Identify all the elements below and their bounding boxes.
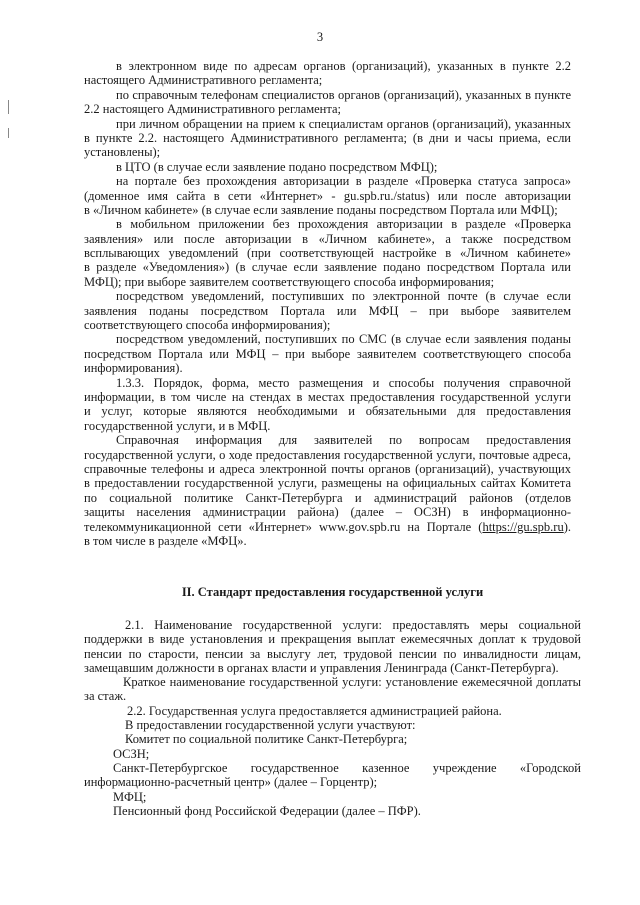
text-line: Комитет по социальной политике Санкт-Петербурга; [125, 732, 408, 747]
text-line: государственной услуги, о ходе предоставления государственной услуги, почтовые адреса, [84, 447, 571, 462]
text-line: 2.1. Наименование государственной услуги: предоставлять меры социальной [125, 618, 581, 632]
page-number: 3 [316, 30, 324, 44]
paragraph [84, 332, 571, 375]
text-line: посредством уведомлений, поступивших по электронной почте (в случае если [116, 289, 571, 304]
paragraph [84, 289, 571, 332]
paragraph [84, 747, 581, 761]
text-line: Справочная информация для заявителей по вопросам предоставления [116, 433, 571, 448]
text-line: Пенсионный фонд Российской Федерации (далее – ПФР). [113, 803, 421, 818]
text-line: всплывающих уведомлений (при соответствующей настройке в «Личном кабинете» [84, 246, 571, 261]
text-line: установлены); [84, 145, 161, 160]
paragraph [84, 675, 581, 704]
text-line: защиты населения администрации района) (далее – ОСЗН) в информационно- [84, 505, 571, 520]
text-line: посредством Портала или МФЦ – при выборе заявителем соответствующего способа [84, 346, 571, 361]
text-line: информирования). [84, 361, 183, 376]
text-line: в «Личном кабинете» (в случае если заявление поданы посредством Портала или МФЦ); [84, 202, 558, 217]
paragraph [84, 174, 571, 217]
text-line: в разделе «Уведомления») (в случае если заявление подано посредством Портала или [84, 260, 571, 275]
text-line: за стаж. [84, 689, 127, 704]
text-line: при личном обращении на прием к специалистам органов (организаций), указанных [116, 116, 571, 131]
text-line: в предоставлении государственной услуги, размещены на официальных сайтах Комитета [84, 476, 571, 491]
paragraph [84, 59, 571, 88]
text-line: в ЦТО (в случае если заявление подано посредством МФЦ); [116, 159, 438, 174]
text-line: замещавшим должности в органах власти и управления Ленинграда (Санкт-Петербурга). [84, 660, 559, 675]
text-line: посредством уведомлений, поступивших по СМС (в случае если заявления поданы [116, 332, 571, 347]
text-line: пенсии по старости, пенсии за выслугу лет, трудовой пенсии по инвалидности лицам, [84, 646, 581, 661]
paragraph [84, 718, 581, 732]
paragraph [84, 376, 571, 434]
text-line: информации, в том числе на стендах в местах предоставления государственной услуги [84, 389, 571, 404]
text-line: Санкт-Петербургское государственное казенное учреждение «Городской [113, 760, 581, 775]
text-line: государственной услуги, и в МФЦ. [84, 418, 271, 433]
text-line: по справочным телефонам специалистов органов (организаций), указанных в пункте [116, 87, 571, 102]
text-line: В предоставлении государственной услуги участвуют: [125, 718, 416, 733]
paragraph [84, 160, 571, 174]
text-line: на портале без прохождения авторизации в разделе «Проверка статуса запроса» [116, 174, 571, 189]
paragraph [84, 433, 571, 548]
paragraph [84, 618, 581, 675]
paragraph [84, 217, 571, 289]
text-line: и услуг, которые являются необходимыми и обязательными для предоставления [84, 404, 571, 419]
text-line: 2.2 настоящего Административного регламента; [84, 102, 342, 117]
text-line: соответствующего способа информирования); [84, 318, 331, 333]
paragraph [84, 790, 581, 804]
text-line: ОСЗН; [113, 746, 150, 761]
text-line: поддержки в виде установления и прекращения выплат ежемесячных доплат к трудовой [84, 632, 581, 647]
text-line: информационно-расчетный центр» (далее – Горцентр); [84, 775, 378, 790]
section-heading: II. Стандарт предоставления государственной услуги [181, 585, 484, 599]
paragraph [84, 88, 571, 117]
text-line: в мобильном приложении без прохождения авторизации в разделе «Проверка [116, 217, 571, 232]
scan-artifact [8, 128, 9, 138]
portal-link[interactable]: https://gu.spb.ru [482, 519, 564, 534]
document-body-part1 [84, 59, 571, 548]
text-line: справочные телефоны и адреса электронной почты органов (организаций), участвующих [84, 461, 571, 476]
text-line: телекоммуникационной сети «Интернет» www.gov.spb.ru на Портале (https://gu.spb.ru). [84, 519, 571, 534]
text-line: в том числе в разделе «МФЦ». [84, 533, 247, 548]
text-line: Краткое наименование государственной услуги: установление ежемесячной доплаты [123, 675, 581, 690]
paragraph [84, 804, 581, 818]
text-line: 2.2. Государственная услуга предоставляется администрацией района. [127, 703, 502, 718]
paragraph [84, 704, 581, 718]
text-line: заявления» или после авторизации в «Личном кабинете», а также посредством [84, 231, 571, 246]
paragraph [84, 117, 571, 160]
paragraph [84, 761, 581, 790]
text-line: по социальной политике Санкт-Петербурга и администраций районов (отделов [84, 490, 571, 505]
scan-artifact [8, 100, 9, 114]
text-line: 1.3.3. Порядок, форма, место размещения и способы получения справочной [116, 375, 571, 390]
text-line: настоящего Административного регламента; [84, 73, 323, 88]
paragraph [84, 732, 581, 746]
text-line: МФЦ); при выборе заявителем соответствующего способа информирования; [84, 274, 495, 289]
text-line: в пункте 2.2. настоящего Административного регламента; (в дни и часы приема, если [84, 130, 571, 145]
text-line: заявления поданы посредством Портала или МФЦ – при выборе заявителем [84, 303, 571, 318]
text-line: (доменное имя сайта в сети «Интернет» - gu.spb.ru./status) или после авторизации [84, 188, 571, 203]
text-line: МФЦ; [113, 789, 147, 804]
document-body-part2 [84, 618, 581, 818]
text-line: в электронном виде по адресам органов (организаций), указанных в пункте 2.2 [116, 59, 571, 73]
